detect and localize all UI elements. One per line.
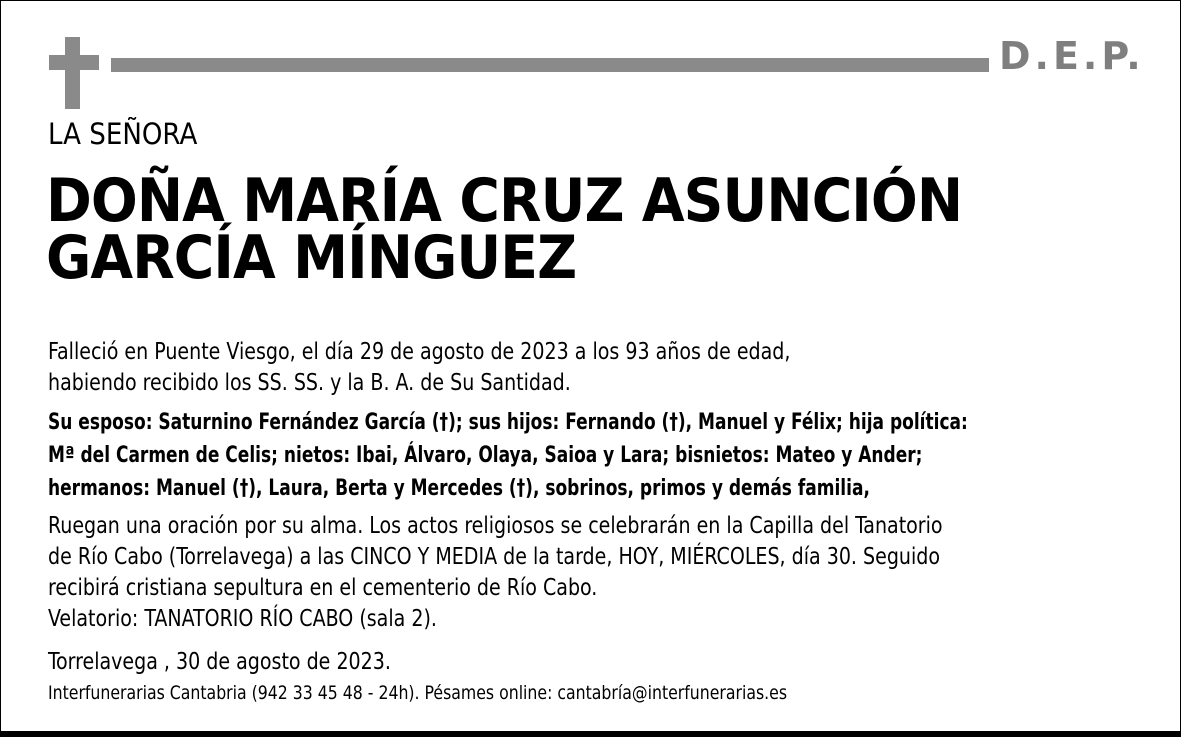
family-line-2: Mª del Carmen de Celis; nietos: Ibai, Álvaro, Olaya, Saioa y Lara; bisnietos: Mateo y Ander;: [48, 443, 923, 468]
death-paragraph: [48, 337, 790, 399]
deceased-name-line-2: GARCÍA MÍNGUEZ: [46, 223, 577, 293]
funeral-home-footer: Interfunerarias Cantabria (942 33 45 48 - 24h). Pésames online: cantabría@interfunerarias.es: [48, 682, 788, 704]
family-line-1: Su esposo: Saturnino Fernández García (†); sus hijos: Fernando (†), Manuel y Félix; hija política:: [48, 410, 968, 435]
cross-icon-bar: [49, 55, 99, 70]
service-line-1: Ruegan una oración por su alma. Los actos religiosos se celebrarán en la Capilla del Tanatorio: [48, 513, 943, 539]
death-line-2: habiendo recibido los SS. SS. y la B. A. de Su Santidad.: [48, 370, 571, 396]
service-paragraph: [48, 511, 943, 604]
family-paragraph: [48, 406, 968, 505]
cross-icon: [65, 37, 80, 109]
deceased-name-line-1: DOÑA MARÍA CRUZ ASUNCIÓN: [46, 166, 963, 236]
dep-label: D.E.P.: [999, 34, 1145, 78]
family-line-3: hermanos: Manuel (†), Laura, Berta y Mercedes (†), sobrinos, primos y demás familia,: [48, 476, 870, 501]
honorific: LA SEÑORA: [48, 117, 198, 151]
death-line-1: Falleció en Puente Viesgo, el día 29 de agosto de 2023 a los 93 años de edad,: [48, 339, 791, 365]
header-rule: [111, 58, 989, 72]
place-date: Torrelavega , 30 de agosto de 2023.: [48, 649, 391, 675]
service-line-3: recibirá cristiana sepultura en el cementerio de Río Cabo.: [48, 575, 598, 601]
deceased-name: [46, 166, 963, 293]
wake-info: Velatorio: TANATORIO RÍO CABO (sala 2).: [48, 606, 437, 632]
service-line-2: de Río Cabo (Torrelavega) a las CINCO Y MEDIA de la tarde, HOY, MIÉRCOLES, día 30. Seguido: [48, 544, 940, 570]
